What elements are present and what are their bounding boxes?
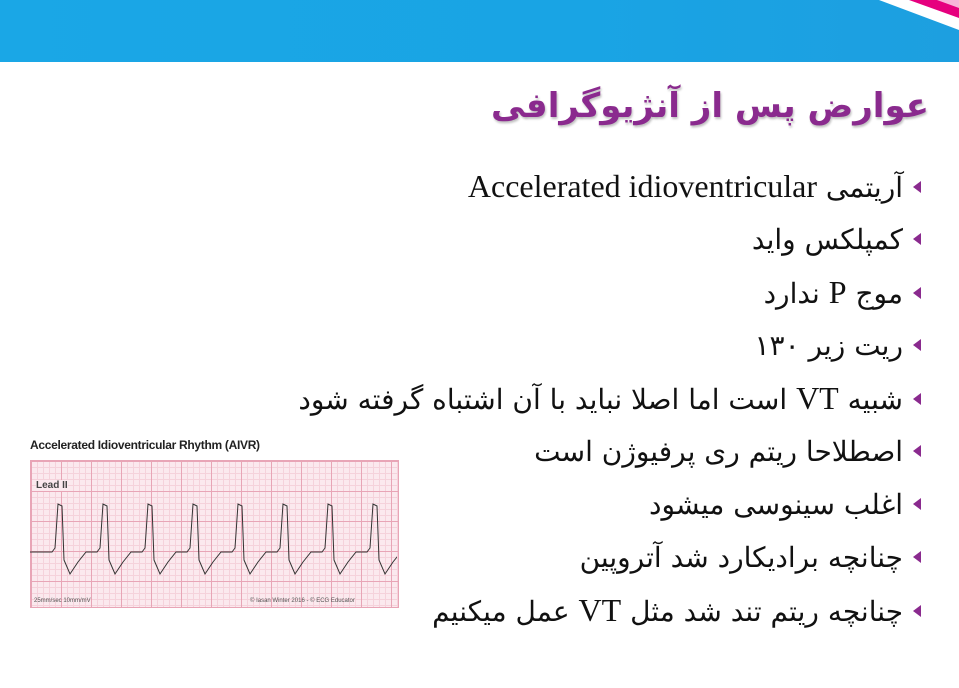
ecg-title: Accelerated Idioventricular Rhythm (AIVR) [30,438,260,452]
ecg-footer-right: © Iasan Winter 2016 - © ECG Educator [250,598,355,604]
bullet-rest: است اما اصلا نباید با آن اشتباه گرفته شود [298,383,788,416]
bullet-item [241,160,921,213]
bullet-item [241,372,921,425]
bullet-text: ریت زیر ۱۳۰ [754,329,903,362]
ecg-footer-left: 25mm/sec 10mm/mV [34,598,91,604]
bullet-text: اغلب سینوسی میشود [649,488,903,521]
ecg-lead-label: Lead II [36,480,68,491]
bullet-item [241,213,921,266]
bullet-text: شبیه [847,383,903,416]
bullet-text: آریتمی [825,171,903,204]
ecg-waveform [30,504,397,574]
bullet-arrow-icon [913,498,921,510]
bullet-rest: عمل میکنیم [432,595,570,628]
bullet-text: اصطلاحا ریتم ری پرفیوژن است [534,435,903,468]
top-header-band [0,0,959,62]
bullet-arrow-icon [913,287,921,299]
bullet-text: کمپلکس واید [751,223,903,256]
bullet-arrow-icon [913,605,921,617]
bullet-arrow-icon [913,551,921,563]
bullet-rest: ندارد [763,277,820,310]
bullet-text: چنانچه برادیکارد شد آتروپین [579,541,903,574]
bullet-latin: VT [578,592,622,628]
bullet-arrow-icon [913,445,921,457]
ecg-strip-image [30,438,397,608]
slide-title: عوارض پس از آنژیوگرافی [491,86,929,126]
bullet-item [241,319,921,372]
bullet-arrow-icon [913,181,921,193]
ecg-trace [30,460,397,606]
bullet-arrow-icon [913,393,921,405]
bullet-arrow-icon [913,339,921,351]
bullet-text: چنانچه ریتم تند شد مثل [630,595,903,628]
bullet-arrow-icon [913,233,921,245]
bullet-latin: Accelerated idioventricular [467,168,818,204]
bullet-latin: P [828,274,847,310]
bullet-text: موج [855,277,903,310]
corner-decoration [819,0,959,62]
bullet-latin: VT [796,380,839,416]
bullet-item [241,266,921,319]
